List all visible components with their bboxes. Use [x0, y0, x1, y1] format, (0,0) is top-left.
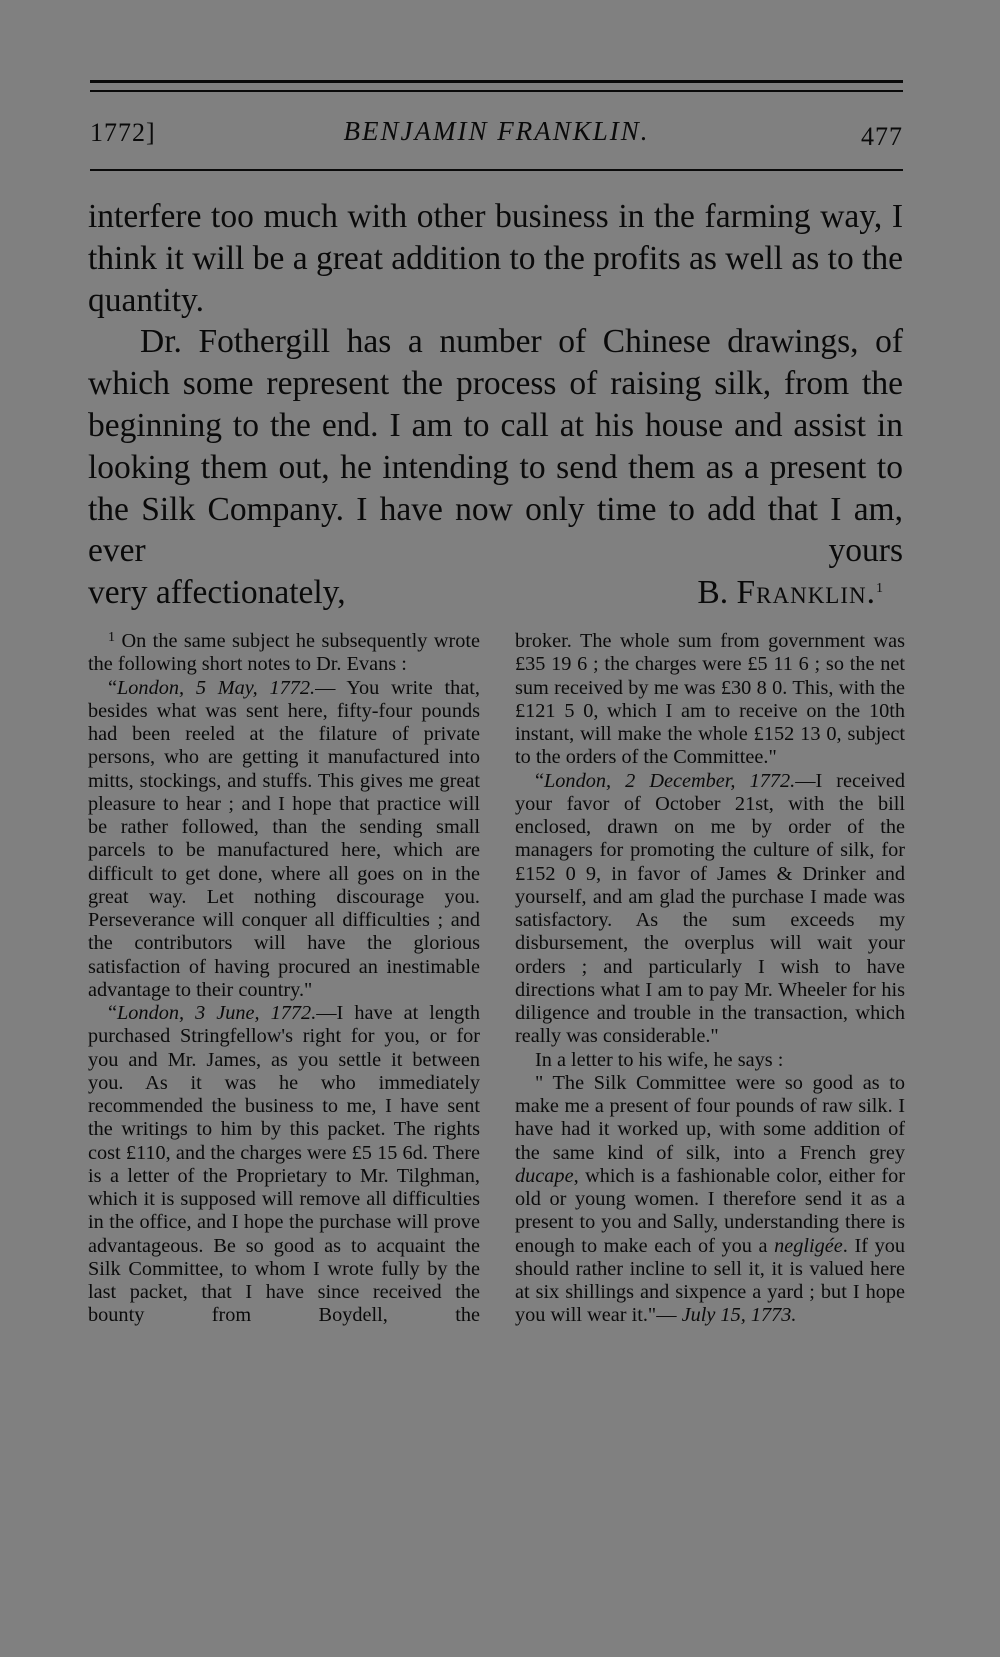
header-year: 1772] — [90, 118, 156, 147]
main-text — [88, 196, 903, 614]
signature-initial: B. — [697, 574, 729, 612]
running-head — [90, 112, 903, 152]
footnote-number: 1 — [108, 630, 115, 645]
page-number: 477 — [861, 122, 903, 151]
closing-line — [88, 572, 903, 614]
footnote-letter-2: “London, 3 June, 1772.—I have at length purchased Stringfellow's right for you, or for you and Mr. James, as you settle it between you. As it was he who immediately recommended the business to me, I have sent the writings to him by this packet. The rights cost £110, and the charges were £5 15 6d. There is a letter of the Proprietary to Mr. Tilghman, which it is supposed will remove all difficulties in the office, and I hope the purchase will prove advantageous. Be so good as to acquaint the Silk Committee, to whom I wrote fully by the last packet, that I have since received the bounty from Boydell, the — [88, 1002, 480, 1327]
header-title: BENJAMIN FRANKLIN. — [343, 116, 650, 146]
signature-name: Franklin. — [736, 574, 876, 612]
signature — [697, 572, 903, 614]
footnote-letter-2-continued: broker. The whole sum from government was £35 19 6 ; the charges were £5 11 6 ; so the net sum received by me was £30 8 0. This, with the £121 5 0, which I am to receive on the 10th instant, will make the whole £152 13 0, subject to the orders of the Committee." — [515, 630, 905, 769]
letter-1-date: London, 5 May, 1772. — [117, 676, 316, 699]
footnote-intro: $^1$ On the same subject he subsequently wrote the following short notes to Dr. Evans : — [88, 630, 481, 676]
header-rule-bottom — [90, 169, 903, 171]
wife-letter: " The Silk Committee were so good as to make me a present of four pounds of raw silk. I have had it worked up, with some addition of the same kind of silk, into a French grey ducape, which is a fashionable color, either for old or young women. I therefore send it as a present to you and Sally, understanding there is enough to make each of you a negligée. If you should rather incline to sell it, it is valued here at six shillings and sixpence a yard ; but I hope you will wear it."— July 15, 1773. — [515, 1071, 906, 1327]
footnote-marker: 1 — [876, 581, 883, 597]
header-rule-second — [90, 90, 903, 92]
main-paragraph-2: Dr. Fothergill has a number of Chinese drawings, of which some represent the process of raising silk, from the beginning to the end. I am to call at his house and assist in looking them out, he intending to send them as a present to the Silk Company. I have now only time to add that I am, ever yours — [88, 323, 903, 570]
footnote-column-left — [88, 630, 480, 1328]
letter-2-text: —I have at length purchased Stringfellow's right for you, or for you and Mr. James, as you settle it between you. As it was he who immediately recommended the business to me, I have sent the writings to him by this packet. The rights cost £110, and the charges were £5 15 6d. There is a letter of the Proprietary to Mr. Tilghman, which it is supposed will remove all difficulties in the office, and I hope the purchase will prove advantageous. Be so good as to acquaint the Silk Committee, to whom I wrote fully by the last packet, that I have since received the bounty from Boydell, the — [88, 1002, 480, 1327]
footnote-letter-1: “London, 5 May, 1772.— You write that, besides what was sent here, fifty-four pounds had been reeled at the filature of private persons, who are getting it manufactured into mitts, stockings, and stuffs. This gives me great pleasure to hear ; and I hope that practice will be rather followed, than the sending small parcels to be manufactured here, which are difficult to get done, where all goes on in the great way. Let nothing discourage you. Perseverance will conquer all difficulties ; and the contributors will have the glorious satisfaction of having procured an inestimable advantage to their country." — [88, 676, 480, 1001]
letter-3-text: —I received your favor of October 21st, with the bill enclosed, drawn on me by order of the managers for promoting the culture of silk, for £152 0 9, in favor of James & Drinker and yourself, and am glad the purchase I made was satisfactory. As the sum exceeds my disbursement, the overplus will wait your orders ; and particularly I wish to have directions what I am to pay Mr. Wheeler for his diligence and trouble in the transaction, which really was considerable." — [515, 769, 905, 1048]
header-rule-top — [90, 80, 903, 83]
footnote-column-right — [515, 630, 905, 1328]
wife-letter-intro: In a letter to his wife, he says : — [535, 1048, 784, 1071]
wife-letter-date: July 15, 1773. — [681, 1304, 797, 1327]
main-paragraph-1: interfere too much with other business in the farming way, I think it will be a great addition to the profits as well as to the quantity. — [88, 198, 903, 319]
word-neglige: negligée — [774, 1234, 843, 1257]
footnote-letter-3: “London, 2 December, 1772.—I received your favor of October 21st, with the bill enclosed, drawn on me by order of the managers for promoting the culture of silk, for £152 0 9, in favor of James & Drinker and yourself, and am glad the purchase I made was satisfactory. As the sum exceeds my disbursement, the overplus will wait your orders ; and particularly I wish to have directions what I am to pay Mr. Wheeler for his diligence and trouble in the transaction, which really was considerable." — [515, 769, 905, 1048]
letter-2-date: London, 3 June, 1772. — [117, 1002, 317, 1024]
word-ducape: ducape — [515, 1164, 574, 1187]
letter-1-text: — You write that, besides what was sent here, fifty-four pounds had been reeled at the filature of private persons, who are getting it manufactured into mitts, stockings, and stuffs. This gives me great pleasure to hear ; and I hope that practice will be rather followed, than the sending small parcels to be manufactured here, which are difficult to get done, where all goes on in the great way. Let nothing discourage you. Perseverance will conquer all difficulties ; and the contributors will have the glorious satisfaction of having procured an inestimable advantage to their country." — [88, 676, 480, 1001]
letter-3-date: London, 2 December, 1772. — [544, 769, 796, 792]
closing-text: very affectionately, — [88, 574, 346, 612]
